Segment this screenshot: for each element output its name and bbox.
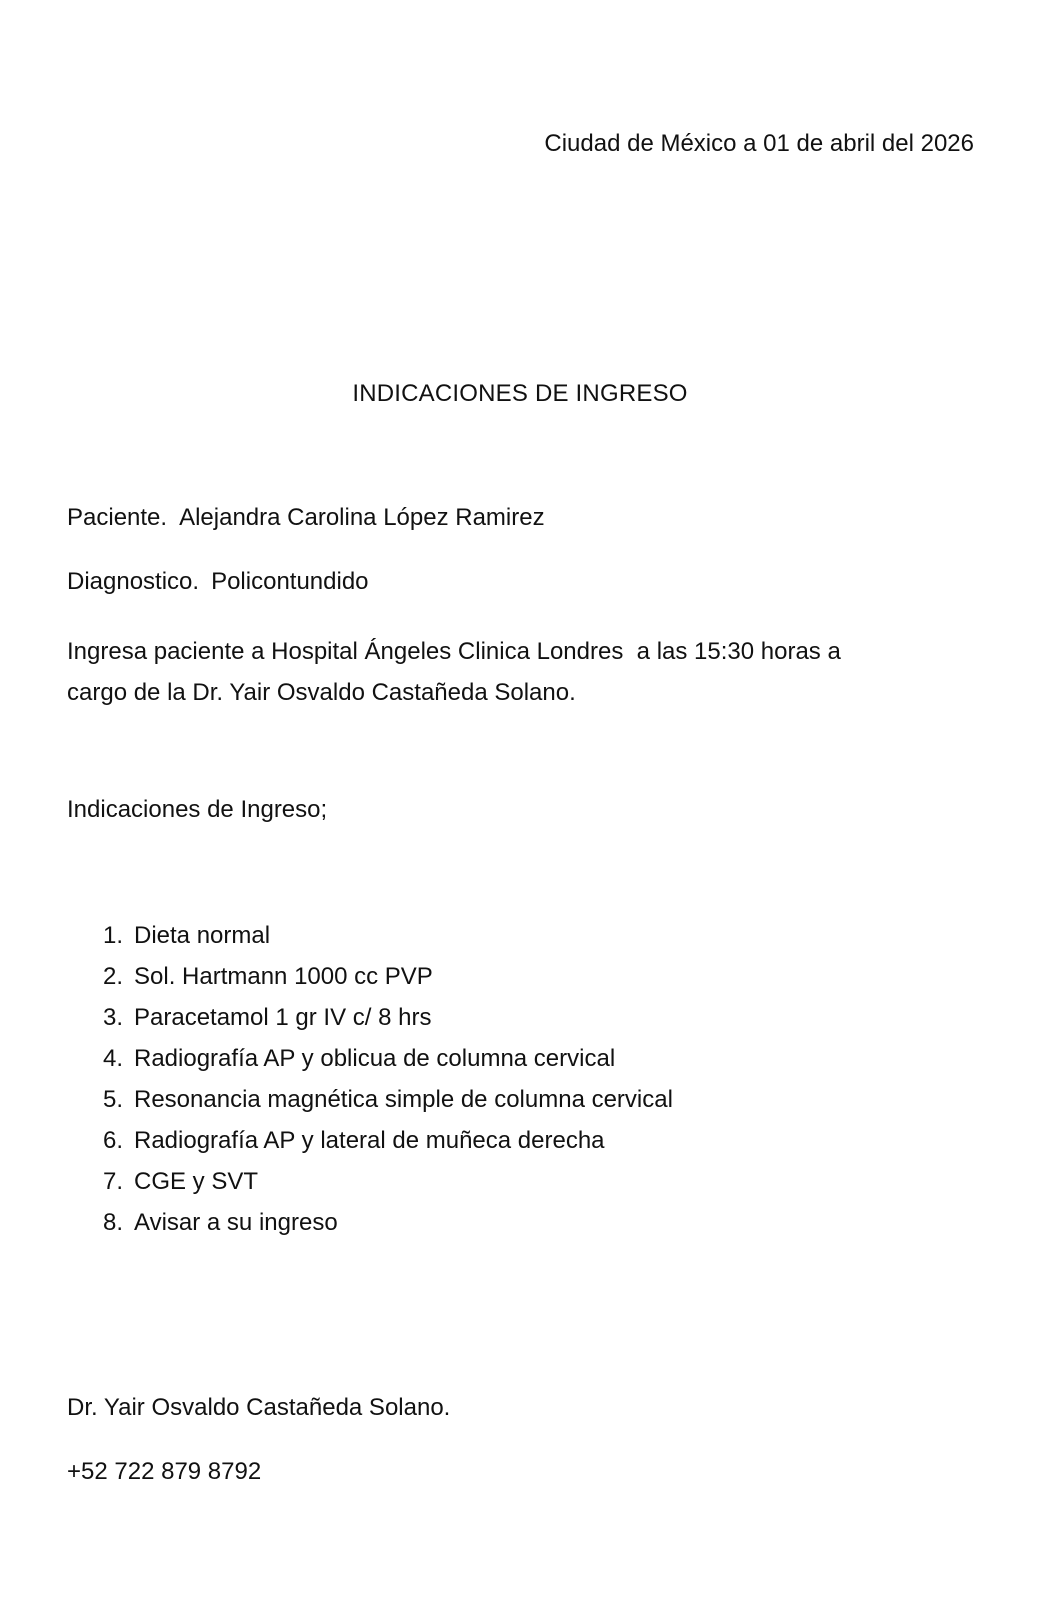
list-item xyxy=(103,920,673,961)
doctor-phone: +52 722 879 8792 xyxy=(67,1458,262,1485)
list-item-number: 5. xyxy=(103,1086,124,1113)
list-item-number: 8. xyxy=(103,1209,124,1236)
list-item-text: Radiografía AP y lateral de muñeca derecha xyxy=(134,1127,605,1154)
list-item-number: 7. xyxy=(103,1168,124,1195)
list-item-text: Paracetamol 1 gr IV c/ 8 hrs xyxy=(134,1004,432,1031)
list-item-text: Sol. Hartmann 1000 cc PVP xyxy=(134,963,433,990)
list-item xyxy=(103,1207,673,1248)
patient-name: Alejandra Carolina López Ramirez xyxy=(179,504,545,531)
admission-paragraph xyxy=(67,631,927,713)
orders-heading: Indicaciones de Ingreso; xyxy=(67,796,328,823)
diagnosis-label: Diagnostico. xyxy=(67,568,200,595)
diagnosis-value: Policontundido xyxy=(211,568,369,595)
list-item xyxy=(103,1084,673,1125)
orders-list xyxy=(103,920,673,1248)
list-item-number: 3. xyxy=(103,1004,124,1031)
diagnosis-field xyxy=(67,568,369,597)
list-item-number: 6. xyxy=(103,1127,124,1154)
list-item-text: Dieta normal xyxy=(134,922,271,949)
list-item-text: Resonancia magnética simple de columna cervical xyxy=(134,1086,673,1113)
date-line: Ciudad de México a 01 de abril del 2026 xyxy=(544,130,974,157)
list-item-text: Avisar a su ingreso xyxy=(134,1209,338,1236)
patient-field xyxy=(67,504,545,533)
document-title: INDICACIONES DE INGRESO xyxy=(352,380,688,407)
list-item xyxy=(103,1043,673,1084)
list-item xyxy=(103,1125,673,1166)
admission-paragraph-line-1: Ingresa paciente a Hospital Ángeles Clinica Londres a las 15:30 horas a xyxy=(67,638,841,665)
list-item-number: 2. xyxy=(103,963,124,990)
list-item-number: 4. xyxy=(103,1045,124,1072)
doctor-signature-name: Dr. Yair Osvaldo Castañeda Solano. xyxy=(67,1394,451,1421)
list-item-text: CGE y SVT xyxy=(134,1168,259,1195)
patient-label: Paciente. xyxy=(67,504,168,531)
list-item xyxy=(103,1002,673,1043)
list-item-text: Radiografía AP y oblicua de columna cervical xyxy=(134,1045,616,1072)
list-item xyxy=(103,1166,673,1207)
list-item-number: 1. xyxy=(103,922,124,949)
list-item xyxy=(103,961,673,1002)
admission-paragraph-line-2: cargo de la Dr. Yair Osvaldo Castañeda Solano. xyxy=(67,679,576,706)
